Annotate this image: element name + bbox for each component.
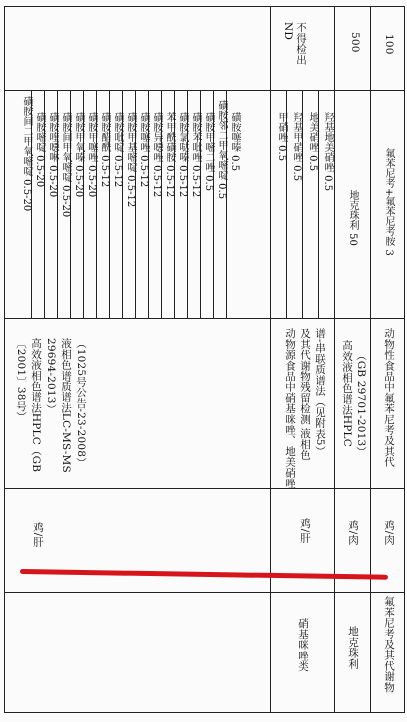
drug-cell: 磺胺噻嗪 0.5 (229, 112, 240, 172)
table-border-right (404, 6, 405, 713)
drug-cell: 地美硝唑 0.5 (307, 112, 318, 172)
method-line: （GB 29701-2013） (355, 350, 367, 458)
column-separator-drugs (4, 318, 405, 319)
value-cell: 500 (349, 32, 361, 53)
drug-cell: 磺胺间甲氧嘧啶 0.5-20 (60, 112, 71, 218)
table-border-bottom (4, 712, 405, 713)
method-line: 动物性食品中氟苯尼考及其代 (383, 328, 395, 468)
product-cell: 鸡/肉 (383, 520, 395, 546)
drug-cell: 磺胺甲嘧二唑 0.5 (203, 112, 214, 192)
drug-cell: 苯甲酰磺胺 0.5-12 (164, 112, 175, 198)
product-cell: 鸡/肉 (347, 520, 359, 546)
method-line: （1025号公告-23-2008） (75, 338, 87, 468)
method-line: 高效液相色谱法HPLC（GB (30, 338, 42, 473)
category-cell: 氟苯尼考及其代谢物 (383, 596, 395, 693)
drug-line (302, 90, 303, 318)
table-border-left (4, 6, 5, 713)
drug-cell: 磺胺异噁唑 0.5-12 (151, 112, 162, 198)
category-cell: 硝基咪唑类 (297, 618, 309, 672)
red-pen-mark (20, 569, 388, 580)
drug-cell: 磺胺间二甲氧嘧啶 0.5-20 (21, 96, 32, 212)
drug-cell: 磺胺氯哒嗪 0.5-12 (177, 112, 188, 198)
row-separator-2 (334, 6, 335, 713)
row-separator-3 (370, 6, 371, 713)
drug-cell: 甲硝唑 0.5 (276, 112, 287, 162)
value-cell: 100 (383, 34, 395, 55)
limit-cell: 不得检出 ND (282, 22, 307, 65)
drug-line (318, 90, 319, 318)
drug-cell: 磺胺嘧啶 0.5-20 (34, 112, 45, 188)
product-cell: 鸡/肝 (32, 522, 44, 548)
drug-cell: 磺胺苯吡唑 0.5-12 (190, 112, 201, 198)
method-line: 液相色谱质谱法LC-MS-MS (60, 338, 72, 473)
category-cell: 地克珠利 (347, 626, 359, 669)
method-line: 高效液相色谱法HPLC (341, 340, 353, 447)
column-separator-product (4, 592, 405, 593)
drug-cell: 磺胺喹噁啉 0.5-20 (47, 112, 58, 198)
drug-cell: 磺胺甲基嘧啶 0.5-12 (125, 112, 136, 208)
method-line: 谱-串联质谱法（见附表5） (314, 328, 326, 457)
method-line: 〔2001〕38号） (15, 338, 27, 423)
drug-cell: 磺胺甲噻唑 0.5-20 (86, 112, 97, 198)
drug-cell: 磺胺甲氧嗪 0.5-20 (73, 112, 84, 198)
drug-cell: 磺胺吡啶 0.5-12 (112, 112, 123, 188)
drug-cell: 羟基地美硝唑 0.5 (322, 112, 333, 192)
method-line: 动物源食品中硝基咪唑、地美硝唑 (284, 328, 296, 489)
drug-cell: 地克珠利 50 (347, 190, 358, 246)
drug-cell: 羟基甲硝唑 0.5 (291, 112, 302, 182)
drug-cell: 磺胺噻唑 0.5-12 (138, 112, 149, 188)
method-line: 29694-2013） (45, 338, 57, 415)
row-separator-1 (270, 6, 271, 713)
method-line: 及其代谢物残留检测 液相色 (299, 328, 311, 460)
column-separator-method (4, 488, 405, 489)
table-border-top (4, 6, 405, 7)
column-separator-value-b (270, 90, 405, 91)
drug-cell: 磺胺邻二甲氧嘧啶 0.5 (216, 100, 227, 200)
drug-cell: 氟苯尼考+氟苯尼考胺 3 (383, 148, 394, 256)
product-cell: 鸡/肝 (299, 518, 311, 544)
drug-cell: 磺胺醋酰 0.5-12 (99, 112, 110, 188)
